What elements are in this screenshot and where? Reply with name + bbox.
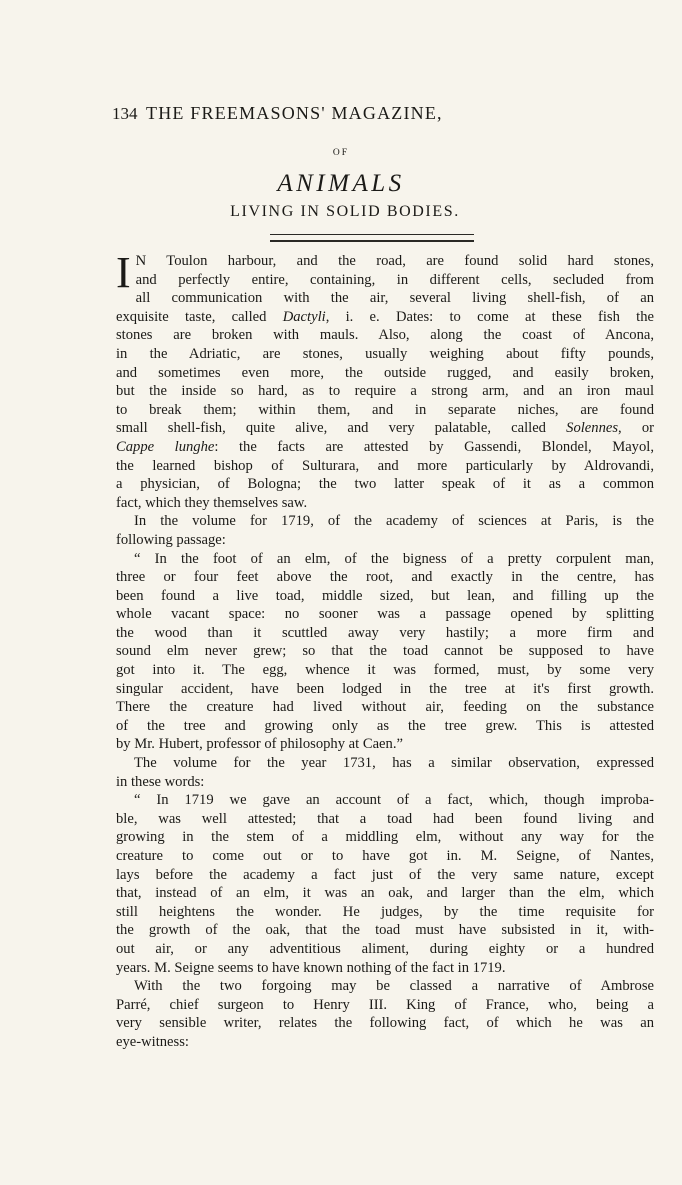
text-line: the learned bishop of Sulturara, and more particularly by Aldrovandi, bbox=[116, 457, 654, 474]
text-line: in these words: bbox=[116, 773, 205, 790]
text-line: In the volume for 1719, of the academy of sciences at Paris, is the bbox=[134, 513, 654, 530]
text-line: “ In the foot of an elm, of the bigness of a pretty corpulent man, bbox=[134, 550, 654, 567]
text-line: got into it. The egg, whence it was formed, must, by some very bbox=[116, 662, 654, 679]
text-line: N Toulon harbour, and the road, are found solid hard stones, bbox=[135, 253, 654, 269]
running-head: THE FREEMASONS' MAGAZINE, bbox=[146, 103, 443, 123]
text-line: singular accident, have been lodged in the tree at it's first growth. bbox=[116, 680, 654, 697]
latin-term-solennes: Solennes bbox=[566, 420, 619, 437]
text-line: fact, which they themselves saw. bbox=[116, 494, 308, 511]
article-body bbox=[116, 248, 654, 1052]
text-line: in the Adriatic, are stones, usually weighing about fifty pounds, bbox=[116, 345, 654, 362]
text-line: The volume for the year 1731, has a similar observation, expressed bbox=[134, 755, 654, 772]
page-header bbox=[112, 100, 562, 130]
text-line: all communication with the air, several living shell-fish, of an bbox=[135, 290, 654, 307]
latin-term-dactyli: Dactyli bbox=[282, 308, 326, 325]
latin-term-cappe-lunghe: Cappe lunghe bbox=[116, 438, 215, 455]
article-of: OF bbox=[332, 148, 350, 158]
text-line: small shell-fish, quite alive, and very palatable, called Solennes, or bbox=[116, 420, 654, 437]
text-line: following passage: bbox=[116, 531, 226, 548]
text-line: Parré, chief surgeon to Henry III. King of France, who, being a bbox=[116, 996, 654, 1013]
text-line: ble, was well attested; that a toad had been found living and bbox=[116, 810, 654, 827]
page-number: 134 bbox=[112, 104, 138, 123]
text-line: With the two forgoing may be classed a narrative of Ambrose bbox=[134, 978, 654, 995]
text-line: years. M. Seigne seems to have known nothing of the fact in 1719. bbox=[116, 959, 506, 976]
text-line: very sensible writer, relates the following fact, of which he was an bbox=[116, 1015, 654, 1032]
text-line: been found a live toad, middle sized, but lean, and filling up the bbox=[116, 587, 654, 604]
text-line: sound elm never grew; so that the toad cannot be supposed to have bbox=[116, 643, 654, 660]
text-line: There the creature had lived without air, feeding on the substance bbox=[116, 699, 654, 716]
text-line: and sometimes even more, the outside rugged, and easily broken, bbox=[116, 364, 654, 381]
text-line: that, instead of an elm, it was an oak, and larger than the elm, which bbox=[116, 885, 654, 902]
paragraph-1 bbox=[116, 248, 654, 512]
text-line: lays before the academy a fact just of the very same nature, except bbox=[116, 866, 654, 883]
text-line: by Mr. Hubert, professor of philosophy at Caen.” bbox=[116, 736, 403, 753]
text-line: of the tree and growing only as the tree grew. This is attested bbox=[116, 717, 654, 734]
text-line: but the inside so hard, as to require a strong arm, and an iron maul bbox=[116, 383, 654, 400]
text-line: still heightens the wonder. He judges, by the time requisite for bbox=[116, 903, 654, 920]
article-title: ANIMALS bbox=[277, 170, 405, 197]
text-line: a physician, of Bologna; the two latter speak of it as a common bbox=[116, 476, 654, 493]
text-line: the growth of the oak, that the toad must have subsisted in it, with- bbox=[116, 922, 654, 939]
text-line: to break them; within them, and in separate niches, are found bbox=[116, 401, 654, 418]
text-line: Cappe lunghe: the facts are attested by Gassendi, Blondel, Mayol, bbox=[116, 438, 654, 455]
paragraph-5 bbox=[116, 791, 654, 977]
text-line: growing in the stem of a middling elm, without any way for the bbox=[116, 829, 654, 846]
text-line: whole vacant space: no sooner was a passage opened by splitting bbox=[116, 606, 654, 623]
title-rule bbox=[270, 234, 474, 242]
paragraph-3 bbox=[116, 550, 654, 755]
paragraph-2 bbox=[116, 512, 654, 549]
paragraph-4 bbox=[116, 754, 654, 791]
paragraph-6 bbox=[116, 977, 654, 1051]
text-line: stones are broken with mauls. Also, along the coast of Ancona, bbox=[116, 327, 654, 344]
text-line: exquisite taste, called Dactyli, i. e. Dates: to come at these fish the bbox=[116, 308, 654, 325]
text-line: three or four feet above the root, and exactly in the centre, has bbox=[116, 569, 654, 586]
text-line: out air, or any adventitious aliment, during eighty or a hundred bbox=[116, 940, 654, 957]
text-line: “ In 1719 we gave an account of a fact, which, though improba- bbox=[134, 792, 654, 809]
text-line: and perfectly entire, containing, in different cells, secluded from bbox=[135, 271, 654, 288]
text-line: the wood than it scuttled away very hastily; a more firm and bbox=[116, 624, 654, 641]
article-subtitle: LIVING IN SOLID BODIES. bbox=[230, 203, 460, 220]
text-line: creature to come out or to have got in. M. Seigne, of Nantes, bbox=[116, 848, 654, 864]
text-line: eye-witness: bbox=[116, 1033, 189, 1050]
drop-cap: I bbox=[116, 248, 131, 297]
